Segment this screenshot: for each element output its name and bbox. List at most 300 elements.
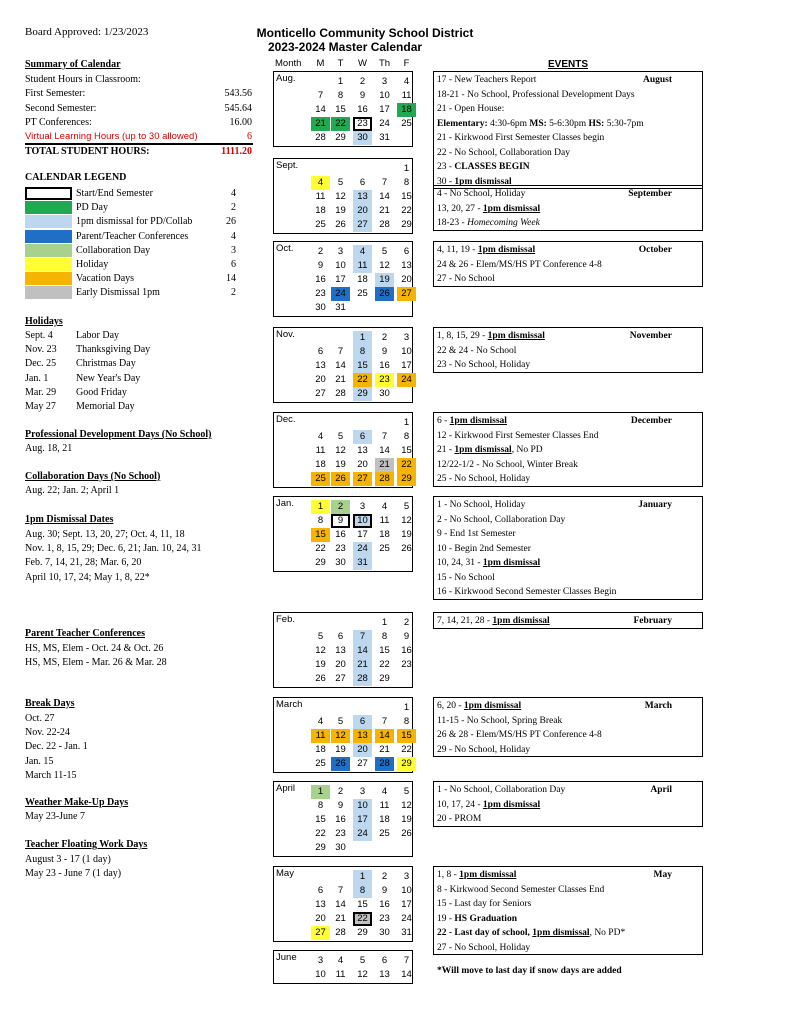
event-line bbox=[437, 458, 578, 472]
event-line bbox=[437, 498, 525, 512]
event-line bbox=[437, 131, 604, 145]
calendar-day: 15 bbox=[335, 104, 346, 115]
event-text: 29 - No School, Holiday bbox=[437, 744, 531, 755]
calendar-day: 16 bbox=[379, 360, 390, 371]
calendar-day: 19 bbox=[401, 814, 412, 825]
legend-count: 26 bbox=[226, 216, 236, 228]
event-line bbox=[437, 897, 531, 911]
dismissal-label: 1pm dismissal bbox=[454, 445, 512, 455]
event-month: October bbox=[638, 245, 672, 255]
event-month: January bbox=[638, 500, 672, 510]
calendar-day: 4 bbox=[353, 245, 372, 259]
calendar-day: 8 bbox=[353, 884, 372, 898]
calendar-day: 16 bbox=[335, 529, 346, 540]
calendar-day: 17 bbox=[353, 813, 372, 827]
calendar-day: 12 bbox=[315, 645, 326, 656]
calendar-day: 1 bbox=[337, 76, 344, 87]
calendar-day: 11 bbox=[335, 969, 346, 980]
legend-count: 2 bbox=[231, 202, 236, 214]
board-approved: Board Approved: 1/23/2023 bbox=[25, 26, 149, 38]
event-text: 5:30-7pm bbox=[606, 118, 644, 129]
calendar-day: 27 bbox=[335, 673, 346, 684]
holiday-date: Dec. 25 bbox=[25, 358, 57, 370]
calendar-day: 19 bbox=[401, 529, 412, 540]
event-line bbox=[437, 941, 530, 955]
calendar-day: 25 bbox=[315, 219, 326, 230]
calendar-day: 13 bbox=[335, 645, 346, 656]
event-line bbox=[437, 728, 602, 742]
dismissal-label: 1pm dismissal bbox=[482, 799, 541, 810]
calendar-day: 5 bbox=[359, 955, 366, 966]
month-grid bbox=[273, 950, 413, 984]
break-day-line: Oct. 27 bbox=[25, 713, 55, 724]
holiday-name: New Year's Day bbox=[76, 372, 141, 384]
event-text: 4 - No School, Holiday bbox=[437, 189, 526, 199]
event-text: 23 - No School, Holiday bbox=[437, 360, 531, 370]
month-grid bbox=[273, 158, 413, 234]
event-box bbox=[433, 185, 703, 231]
calendar-day: 21 bbox=[353, 658, 372, 672]
calendar-day: 10 bbox=[335, 260, 346, 271]
legend-swatch bbox=[25, 286, 72, 299]
calendar-day: 7 bbox=[381, 431, 388, 442]
calendar-day: 5 bbox=[337, 431, 344, 442]
summary-total-rule bbox=[25, 143, 253, 145]
legend-label: Holiday bbox=[76, 259, 109, 270]
event-line bbox=[437, 146, 570, 160]
event-text: 1 - No School, Collaboration Day bbox=[437, 785, 566, 795]
legend-label: 1pm dismissal for PD/Collab bbox=[76, 216, 193, 228]
calendar-day: 16 bbox=[401, 645, 412, 656]
calendar-day: 4 bbox=[317, 716, 324, 727]
calendar-day: 8 bbox=[353, 345, 372, 359]
calendar-day: 6 bbox=[337, 631, 344, 642]
event-text: 2 - No School, Collaboration Day bbox=[437, 514, 566, 525]
calendar-day: 23 bbox=[315, 288, 326, 299]
event-line bbox=[437, 527, 516, 541]
calendar-day: 3 bbox=[381, 76, 388, 87]
calendar-day: 13 bbox=[353, 729, 372, 743]
calendar-day: 5 bbox=[337, 716, 344, 727]
calendar-day: 20 bbox=[335, 659, 346, 670]
calendar-day: 2 bbox=[337, 786, 344, 797]
break-day-line: March 11-15 bbox=[25, 769, 77, 781]
calendar-day: 24 bbox=[331, 287, 350, 301]
calendar-day: 3 bbox=[403, 332, 410, 343]
calendar-day: 8 bbox=[317, 515, 324, 526]
calendar-day: 15 bbox=[401, 445, 412, 456]
collab-days-text: Aug. 22; Jan. 2; April 1 bbox=[25, 485, 120, 496]
cal-header-cell: T bbox=[337, 58, 344, 69]
dismissal-label: 1pm dismissal bbox=[492, 616, 550, 626]
event-box bbox=[433, 697, 703, 757]
calendar-day: 26 bbox=[315, 673, 326, 684]
break-day-line: Dec. 22 - Jan. 1 bbox=[25, 741, 88, 753]
event-line bbox=[437, 783, 565, 797]
calendar-day: 3 bbox=[337, 246, 344, 257]
event-text: HS Graduation bbox=[454, 913, 517, 924]
calendar-day: 11 bbox=[315, 191, 326, 202]
calendar-day: 21 bbox=[379, 744, 390, 755]
dismissal-line: Nov. 1, 8, 15, 29; Dec. 6, 21; Jan. 10, 24, 31 bbox=[25, 543, 202, 555]
legend-swatch bbox=[25, 201, 72, 214]
event-line bbox=[437, 243, 535, 257]
calendar-day: 7 bbox=[337, 885, 344, 896]
calendar-day: 2 bbox=[359, 76, 366, 87]
calendar-day: 19 bbox=[315, 659, 326, 670]
event-text: 12/22-1/2 - No School, Winter Break bbox=[437, 459, 578, 470]
event-line bbox=[437, 443, 543, 457]
calendar-day: 9 bbox=[317, 260, 324, 271]
event-text: 19 - bbox=[437, 913, 455, 924]
calendar-day: 1 bbox=[353, 331, 372, 345]
event-box bbox=[433, 327, 703, 373]
event-text: 18-23 - bbox=[437, 218, 468, 228]
calendar-day: 7 bbox=[381, 177, 388, 188]
calendar-day: 18 bbox=[397, 103, 416, 117]
calendar-day: 6 bbox=[317, 885, 324, 896]
calendar-day: 25 bbox=[401, 118, 412, 129]
calendar-day: 1 bbox=[403, 702, 410, 713]
event-line bbox=[437, 714, 562, 728]
break-days-heading: Break Days bbox=[25, 698, 75, 709]
event-line bbox=[437, 571, 495, 585]
calendar-day: 22 bbox=[401, 744, 412, 755]
month-name: Sept. bbox=[276, 160, 299, 171]
calendar-day: 14 bbox=[379, 445, 390, 456]
calendar-day: 4 bbox=[381, 501, 388, 512]
calendar-day: 18 bbox=[315, 744, 326, 755]
event-line bbox=[437, 542, 531, 556]
dismissal-label: 1pm dismissal bbox=[449, 416, 507, 426]
calendar-day: 3 bbox=[359, 786, 366, 797]
holiday-name: Christmas Day bbox=[76, 358, 136, 370]
calendar-day: 28 bbox=[379, 219, 390, 230]
calendar-day: 5 bbox=[403, 501, 410, 512]
month-grid bbox=[273, 412, 413, 488]
holiday-date: Jan. 1 bbox=[25, 372, 49, 384]
event-text: 16 - Kirkwood Second Semester Classes Begin bbox=[437, 587, 617, 597]
calendar-day: 21 bbox=[311, 117, 330, 131]
event-text: 13, 20, 27 - bbox=[437, 203, 483, 214]
calendar-day: 6 bbox=[317, 346, 324, 357]
calendar-day: 18 bbox=[315, 459, 326, 470]
calendar-day: 7 bbox=[403, 955, 410, 966]
footnote: *Will move to last day if snow days are added bbox=[437, 966, 622, 976]
cal-header-cell: F bbox=[403, 58, 410, 69]
calendar-day: 6 bbox=[359, 177, 366, 188]
calendar-day: 29 bbox=[379, 673, 390, 684]
calendar-day: 29 bbox=[315, 557, 326, 568]
calendar-day: 26 bbox=[331, 757, 350, 771]
calendar-day: 5 bbox=[337, 177, 344, 188]
calendar-day: 24 bbox=[397, 373, 416, 387]
calendar-day: 22 bbox=[379, 659, 390, 670]
holidays-heading: Holidays bbox=[25, 316, 63, 327]
event-line bbox=[437, 102, 504, 116]
cal-header-cell: M bbox=[316, 58, 325, 69]
event-line bbox=[437, 258, 602, 272]
legend-count: 6 bbox=[231, 259, 236, 270]
calendar-day: 20 bbox=[315, 374, 326, 385]
floating-heading: Teacher Floating Work Days bbox=[25, 839, 148, 850]
month-grid bbox=[273, 697, 413, 773]
calendar-day: 18 bbox=[379, 814, 390, 825]
calendar-day: 21 bbox=[379, 205, 390, 216]
calendar-day: 26 bbox=[335, 219, 346, 230]
event-line bbox=[437, 117, 644, 131]
event-line bbox=[437, 414, 507, 428]
calendar-day: 25 bbox=[315, 758, 326, 769]
calendar-day: 22 bbox=[315, 543, 326, 554]
event-box bbox=[433, 866, 703, 955]
dismissal-line: April 10, 17, 24; May 1, 8, 22* bbox=[25, 571, 150, 583]
calendar-day: 11 bbox=[401, 90, 412, 101]
event-box bbox=[433, 612, 703, 629]
calendar-day: 15 bbox=[353, 359, 372, 373]
calendar-day: 1 bbox=[403, 417, 410, 428]
calendar-day: 27 bbox=[353, 218, 372, 232]
event-text: 27 - No School bbox=[437, 274, 495, 284]
month-name: Jan. bbox=[276, 498, 294, 509]
weather-heading: Weather Make-Up Days bbox=[25, 797, 129, 808]
event-text: 22 & 24 - No School bbox=[437, 345, 517, 356]
calendar-day: 14 bbox=[375, 729, 394, 743]
calendar-day: 21 bbox=[335, 374, 346, 385]
event-line bbox=[437, 73, 536, 87]
calendar-day: 29 bbox=[397, 472, 416, 486]
calendar-day: 14 bbox=[335, 360, 346, 371]
calendar-day: 3 bbox=[359, 501, 366, 512]
calendar-day: 12 bbox=[357, 969, 368, 980]
calendar-day: 29 bbox=[315, 842, 326, 853]
ptc-heading: Parent Teacher Conferences bbox=[25, 628, 145, 639]
month-name: Oct. bbox=[276, 243, 294, 254]
event-line bbox=[437, 513, 565, 527]
event-box bbox=[433, 241, 703, 287]
month-name: April bbox=[276, 783, 296, 794]
calendar-day: 1 bbox=[381, 617, 388, 628]
calendar-day: 9 bbox=[403, 631, 410, 642]
calendar-day: 8 bbox=[337, 90, 344, 101]
holiday-date: May 27 bbox=[25, 401, 56, 412]
calendar-day: 14 bbox=[401, 969, 412, 980]
event-text: 6 - bbox=[437, 416, 450, 426]
event-line bbox=[437, 358, 530, 372]
calendar-day: 23 bbox=[379, 913, 390, 924]
calendar-day: 18 bbox=[379, 529, 390, 540]
collab-days-heading: Collaboration Days (No School) bbox=[25, 471, 161, 482]
event-text: 1 - No School, Holiday bbox=[437, 500, 526, 510]
calendar-day: 27 bbox=[357, 758, 368, 769]
event-month: August bbox=[642, 75, 672, 85]
event-line bbox=[437, 699, 521, 713]
event-text: 1, 8 - bbox=[437, 870, 460, 880]
calendar-day: 23 bbox=[353, 117, 372, 131]
calendar-day: 13 bbox=[379, 969, 390, 980]
calendar-day: 8 bbox=[403, 431, 410, 442]
break-day-line: Jan. 15 bbox=[25, 755, 54, 767]
calendar-day: 3 bbox=[317, 955, 324, 966]
calendar-day: 29 bbox=[353, 387, 372, 401]
legend-swatch bbox=[25, 244, 72, 257]
calendar-day: 15 bbox=[311, 528, 330, 542]
month-grid bbox=[273, 866, 413, 942]
district-title: Monticello Community School District bbox=[256, 26, 474, 40]
month-name: Feb. bbox=[276, 614, 296, 625]
calendar-day: 29 bbox=[357, 927, 368, 938]
event-text: 8 - Kirkwood Second Semester Classes End bbox=[437, 884, 605, 895]
calendar-day: 7 bbox=[337, 346, 344, 357]
dismissal-label: 1pm dismissal bbox=[482, 203, 541, 214]
holiday-name: Labor Day bbox=[76, 330, 120, 341]
calendar-day: 19 bbox=[375, 273, 394, 287]
legend-count: 4 bbox=[231, 230, 236, 242]
calendar-day: 22 bbox=[353, 912, 372, 926]
event-text: 15 - Last day for Seniors bbox=[437, 899, 532, 909]
calendar-day: 16 bbox=[315, 274, 326, 285]
calendar-day: 12 bbox=[331, 729, 350, 743]
calendar-day: 12 bbox=[401, 800, 412, 811]
event-text: 4, 11, 19 - bbox=[437, 245, 478, 255]
calendar-day: 30 bbox=[315, 302, 326, 313]
calendar-day: 12 bbox=[335, 191, 346, 202]
dismissal-line: Feb. 7, 14, 21, 28; Mar. 6, 20 bbox=[25, 557, 142, 569]
calendar-day: 9 bbox=[337, 800, 344, 811]
event-text: 27 - No School, Holiday bbox=[437, 942, 531, 953]
calendar-day: 11 bbox=[311, 729, 330, 743]
legend-label: Vacation Days bbox=[76, 273, 135, 285]
break-day-line: Nov. 22-24 bbox=[25, 727, 70, 739]
calendar-day: 6 bbox=[381, 955, 388, 966]
summary-label: Student Hours in Classroom: bbox=[25, 74, 141, 85]
event-line bbox=[437, 202, 540, 216]
event-line bbox=[437, 429, 599, 443]
calendar-day: 31 bbox=[353, 556, 372, 570]
summary-heading: Summary of Calendar bbox=[25, 59, 121, 70]
calendar-day: 3 bbox=[403, 871, 410, 882]
calendar-day: 26 bbox=[401, 828, 412, 839]
calendar-day: 11 bbox=[379, 515, 390, 526]
calendar-day: 21 bbox=[335, 913, 346, 924]
calendar-day: 13 bbox=[401, 260, 412, 271]
event-text: Elementary: bbox=[437, 118, 491, 129]
calendar-day: 15 bbox=[315, 814, 326, 825]
holiday-name: Good Friday bbox=[76, 386, 127, 398]
calendar-day: 10 bbox=[315, 969, 326, 980]
calendar-day: 1 bbox=[353, 870, 372, 884]
calendar-day: 16 bbox=[357, 104, 368, 115]
event-text: 25 - No School, Holiday bbox=[437, 474, 531, 484]
calendar-day: 2 bbox=[403, 617, 410, 628]
calendar-day: 11 bbox=[315, 445, 326, 456]
month-grid bbox=[273, 781, 413, 857]
calendar-day: 5 bbox=[403, 786, 410, 797]
calendar-day: 27 bbox=[353, 472, 372, 486]
event-text: 22 - No School, Collaboration Day bbox=[437, 147, 570, 158]
calendar-day: 30 bbox=[379, 927, 390, 938]
calendar-day: 6 bbox=[353, 715, 372, 729]
event-line bbox=[437, 883, 604, 897]
calendar-day: 2 bbox=[317, 246, 324, 257]
dismissal-line: Aug. 30; Sept. 13, 20, 27; Oct. 4, 11, 18 bbox=[25, 529, 185, 540]
calendar-day: 27 bbox=[311, 926, 330, 940]
calendar-day: 27 bbox=[397, 287, 416, 301]
calendar-day: 15 bbox=[357, 899, 368, 910]
calendar-day: 1 bbox=[311, 785, 330, 799]
calendar-day: 6 bbox=[403, 246, 410, 257]
calendar-day: 2 bbox=[381, 332, 388, 343]
calendar-day: 28 bbox=[375, 757, 394, 771]
summary-value: 6 bbox=[247, 131, 252, 143]
event-text: 26 & 28 - Elem/MS/HS PT Conference 4-8 bbox=[437, 730, 602, 740]
legend-label: Start/End Semester bbox=[76, 188, 153, 199]
event-text: Homecoming Week bbox=[467, 218, 540, 228]
calendar-day: 10 bbox=[401, 346, 412, 357]
cal-header-cell: Th bbox=[378, 58, 391, 69]
calendar-day: 7 bbox=[317, 90, 324, 101]
event-line bbox=[437, 88, 635, 102]
legend-swatch bbox=[25, 215, 72, 228]
calendar-day: 18 bbox=[315, 205, 326, 216]
calendar-day: 9 bbox=[331, 514, 350, 528]
legend-heading: CALENDAR LEGEND bbox=[25, 172, 127, 183]
calendar-day: 14 bbox=[315, 104, 326, 115]
calendar-day: 14 bbox=[335, 899, 346, 910]
calendar-day: 4 bbox=[403, 76, 410, 87]
calendar-day: 17 bbox=[401, 899, 412, 910]
month-grid bbox=[273, 71, 413, 147]
calendar-day: 1 bbox=[311, 500, 330, 514]
calendar-day: 19 bbox=[335, 459, 346, 470]
dismissal-label: 1pm dismissal bbox=[532, 928, 590, 938]
event-text: 24 & 26 - Elem/MS/HS PT Conference 4-8 bbox=[437, 259, 602, 270]
summary-label: First Semester: bbox=[25, 88, 86, 100]
event-text: 6, 20 - bbox=[437, 701, 464, 711]
legend-count: 4 bbox=[231, 188, 236, 199]
pd-days-text: Aug. 18, 21 bbox=[25, 443, 73, 454]
event-text: 15 - No School bbox=[437, 572, 495, 583]
legend-label: Collaboration Day bbox=[76, 244, 151, 256]
summary-value: 543.56 bbox=[224, 88, 252, 100]
calendar-day: 14 bbox=[379, 191, 390, 202]
calendar-day: 8 bbox=[317, 800, 324, 811]
event-month: September bbox=[628, 189, 672, 199]
calendar-day: 14 bbox=[353, 644, 372, 658]
dismissal-label: 1pm dismissal bbox=[487, 331, 545, 341]
cal-header-cell: Month bbox=[275, 58, 302, 69]
event-text: 20 - PROM bbox=[437, 814, 482, 824]
event-box bbox=[433, 71, 703, 189]
event-text: 23 - bbox=[437, 162, 455, 172]
calendar-day: 8 bbox=[403, 177, 410, 188]
calendar-day: 22 bbox=[401, 205, 412, 216]
holiday-name: Memorial Day bbox=[76, 401, 135, 412]
event-text: 11-15 - No School, Spring Break bbox=[437, 715, 563, 726]
calendar-day: 6 bbox=[353, 430, 372, 444]
calendar-day: 15 bbox=[379, 645, 390, 656]
event-text: CLASSES BEGIN bbox=[454, 162, 530, 172]
event-month: March bbox=[644, 701, 672, 711]
summary-label: Virtual Learning Hours (up to 30 allowed) bbox=[25, 131, 198, 143]
calendar-day: 21 bbox=[375, 458, 394, 472]
event-month: April bbox=[650, 785, 672, 795]
event-box bbox=[433, 412, 703, 487]
calendar-day: 5 bbox=[317, 631, 324, 642]
event-text: MS: bbox=[529, 118, 550, 129]
calendar-day: 25 bbox=[379, 828, 390, 839]
dismissal-label: 1pm dismissal bbox=[482, 558, 541, 568]
